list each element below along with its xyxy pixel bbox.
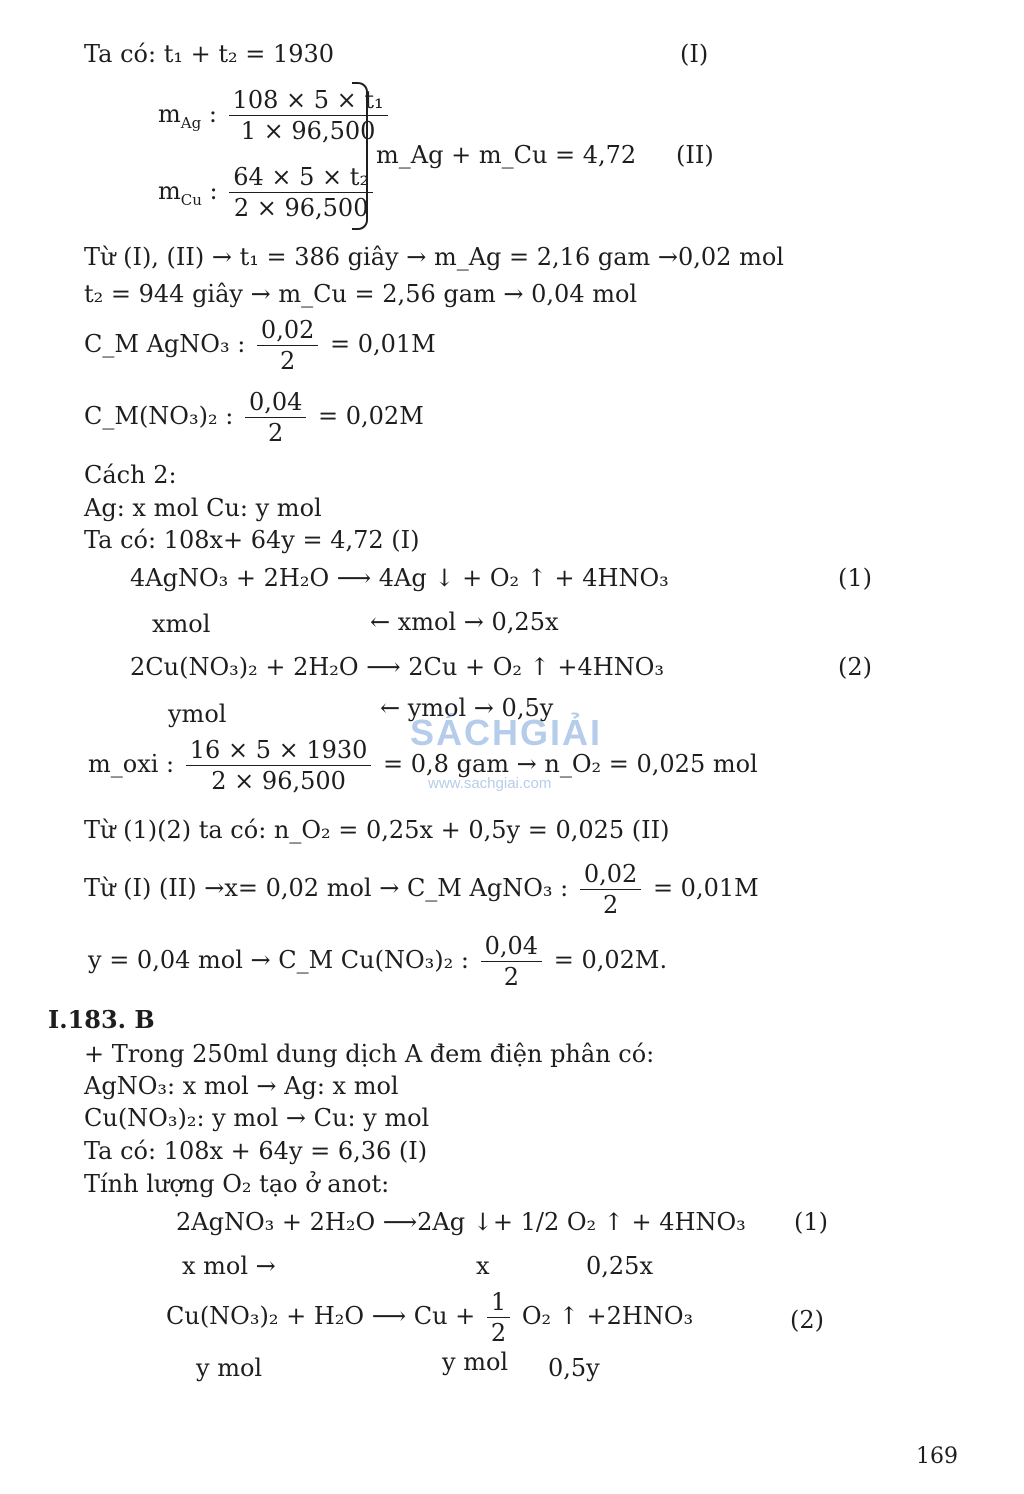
reaction-1: 4AgNO₃ + 2H₂O ⟶ 4Ag ↓ + O₂ ↑ + 4HNO₃ [130,564,669,592]
line-tu-I-II: Từ (I), (II) → t₁ = 386 giây → m_Ag = 2,16 gam →0,02 mol [84,243,784,271]
ag-cu-mol: Ag: x mol Cu: y mol [84,494,322,522]
cm-cuno3: C_M(NO₃)₂ : $\frac{0,04}{2}$ = 0,02M [84,388,424,447]
watermark-logo: SÁCHGIẢI [410,712,603,753]
reaction-2-ratio: ← ymol → 0,5y [380,694,554,722]
reaction-1-ratio: ← xmol → 0,25x [370,608,559,636]
b-line-2: AgNO₃: x mol → Ag: x mol [84,1072,399,1100]
mcu-expression: $m_{Cu}$ : $\frac{\text{64 × 5 × t₂}}{2 \times 96,500}$ [158,165,377,220]
line-tu-1-2: Từ (1)(2) ta có: n_O₂ = 0,25x + 0,5y = 0,025 (II) [84,816,670,844]
reaction-3-xmol: x mol → [182,1252,276,1280]
page-number: 169 [916,1444,958,1469]
reaction-4-ymol-2: y mol [442,1348,509,1376]
mag-expression: $m_{Ag}$ : $\frac{\text{108 × 5 × t₁}}{1 \times 96,500}$ [158,88,392,143]
line-x-result: Từ (I) (II) →x= 0,02 mol → C_M AgNO₃ : $\frac{0,02}{2}$ = 0,01M [84,860,759,919]
reaction-3-tag: (1) [794,1208,828,1236]
reaction-1-tag: (1) [838,564,872,592]
reaction-3-x: x [476,1252,490,1280]
reaction-2-ymol: ymol [168,700,227,728]
cm-agno3: C_M AgNO₃ : $\frac{0,02}{2}$ = 0,01M [84,316,436,375]
mag-fraction: $\frac{\text{108 × 5 × t₁}}{1 \times 96,500}$ [229,88,388,143]
label-I: (I) [680,40,709,68]
cach-2: Cách 2: [84,461,177,489]
watermark-url: www.sachgiai.com [428,775,552,792]
m-oxi: m_oxi : $\frac{16 \times 5 \times 1930}{2 \times 96,500}$ = 0,8 gam → n_O₂ = 0,025 mol [88,736,758,795]
line-y-result: y = 0,04 mol → C_M Cu(NO₃)₂ : $\frac{0,04}{2}$ = 0,02M. [88,932,668,991]
mcu-fraction: $\frac{\text{64 × 5 × t₂}}{2 \times 96,500}$ [229,165,373,220]
line-ta-co-t: Ta có: t₁ + t₂ = 1930 [84,40,335,68]
reaction-4-ymol: y mol [196,1354,263,1382]
reaction-3: 2AgNO₃ + 2H₂O ⟶2Ag ↓+ 1/2 O₂ ↑ + 4HNO₃ [176,1208,746,1236]
reaction-4-05y: 0,5y [548,1354,600,1382]
reaction-2-tag: (2) [838,653,872,681]
line-t2: t₂ = 944 giây → m_Cu = 2,56 gam → 0,04 mol [84,280,638,308]
reaction-4: Cu(NO₃)₂ + H₂O ⟶ Cu + $\frac{1}{2}$ O₂ ↑ +2HNO₃ [166,1288,694,1347]
b-line-1: + Trong 250ml dung dịch A đem điện phân có: [84,1040,655,1068]
reaction-1-xmol: xmol [152,610,211,638]
reaction-4-tag: (2) [790,1306,824,1334]
reaction-3-025x: 0,25x [586,1252,653,1280]
reaction-2: 2Cu(NO₃)₂ + 2H₂O ⟶ 2Cu + O₂ ↑ +4HNO₃ [130,653,664,681]
b-line-5: Tính lượng O₂ tạo ở anot: [84,1170,390,1198]
b-line-4: Ta có: 108x + 64y = 6,36 (I) [84,1137,428,1165]
question-183: I.183. B [48,1005,155,1034]
sum-mass: m_Ag + m_Cu = 4,72 [376,141,637,169]
b-line-3: Cu(NO₃)₂: y mol → Cu: y mol [84,1104,430,1132]
label-II: (II) [676,141,714,169]
brace [352,82,368,230]
eq-I: Ta có: 108x+ 64y = 4,72 (I) [84,526,420,554]
